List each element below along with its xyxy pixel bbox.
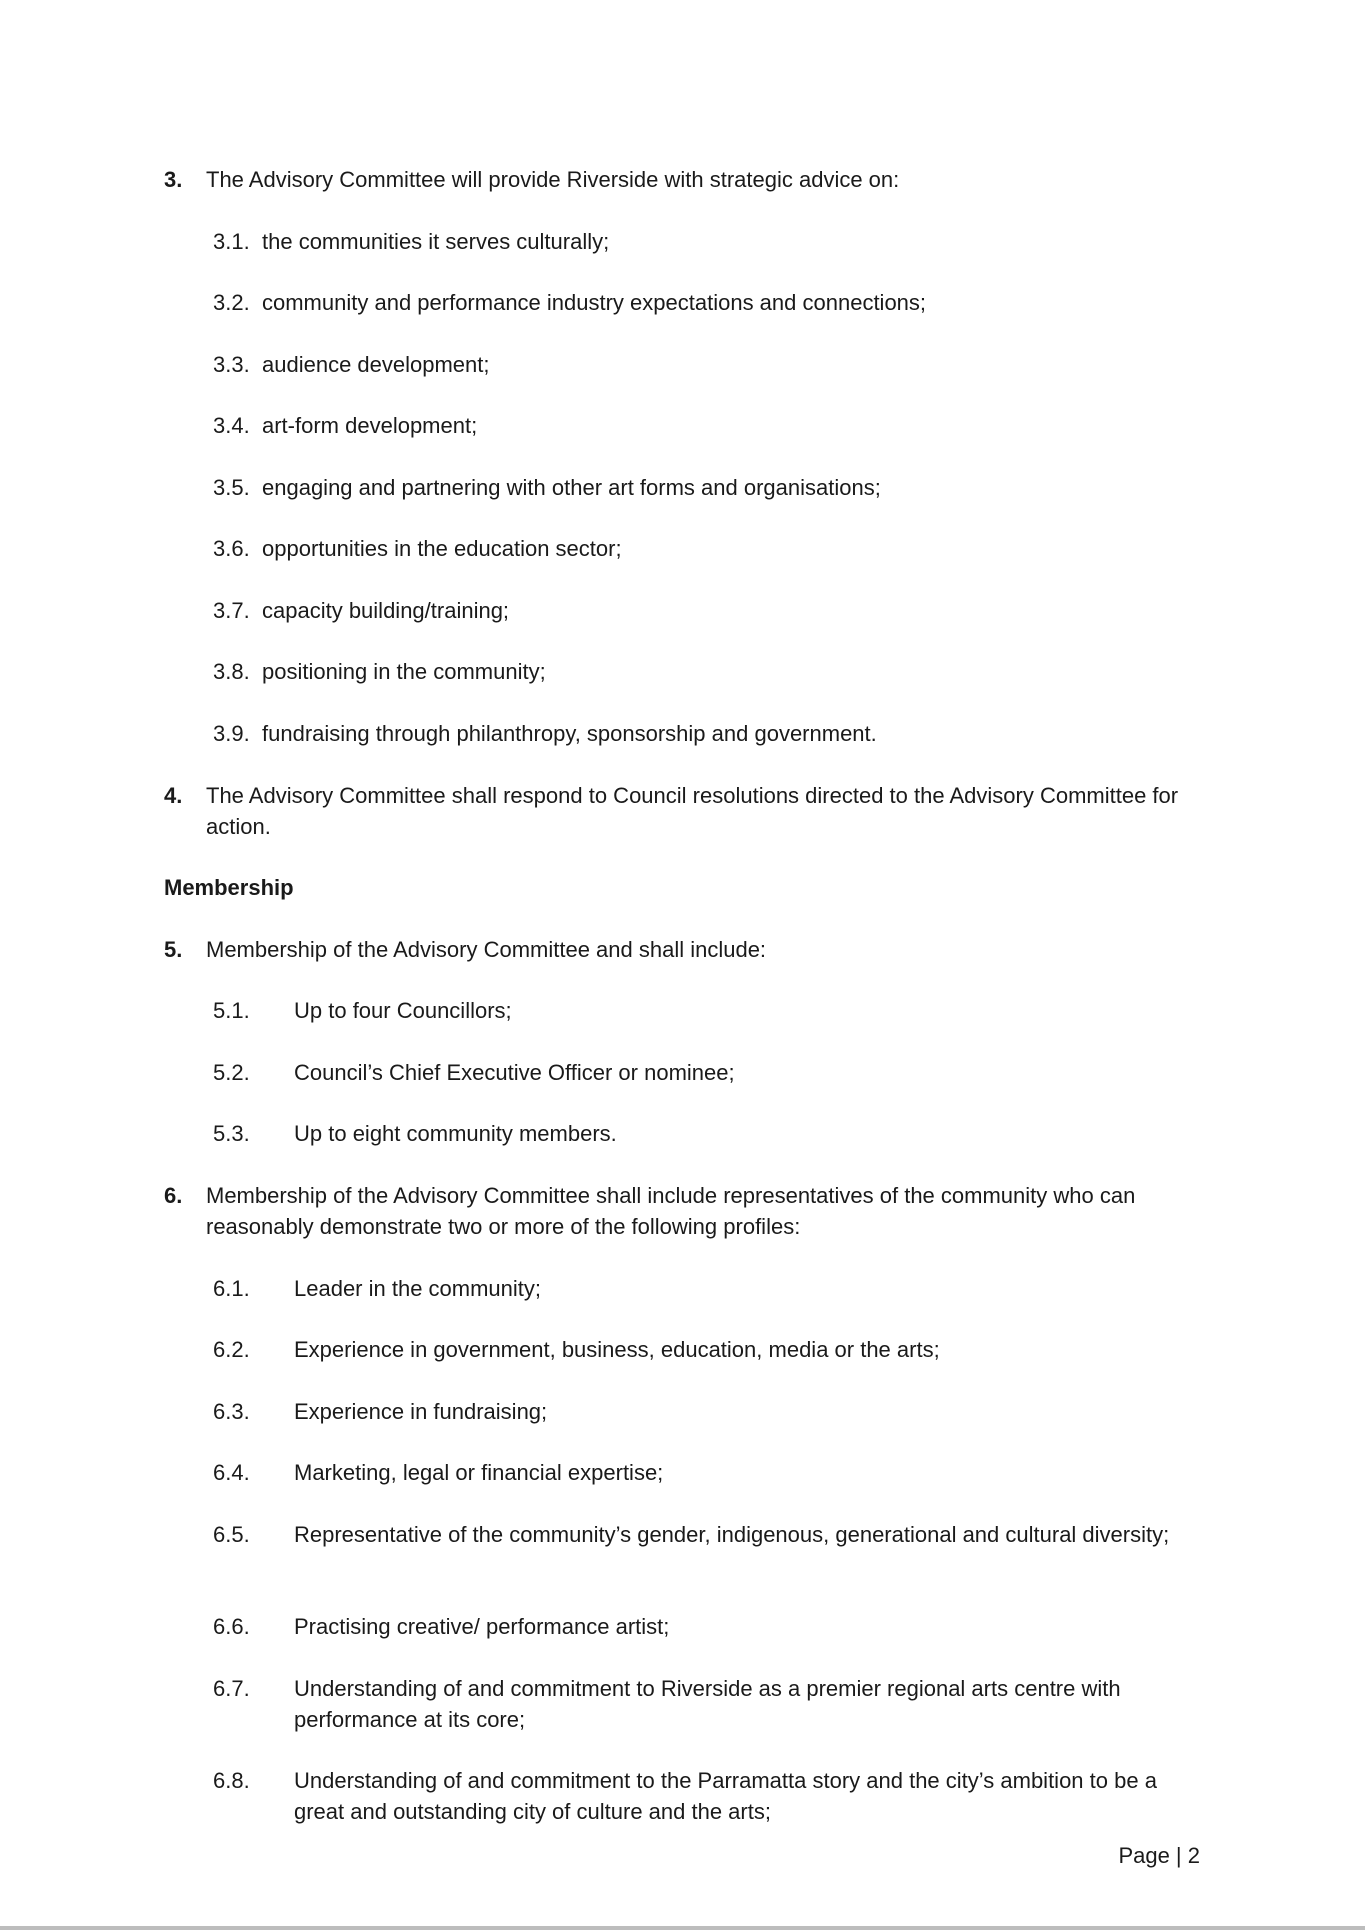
subitem-number: 6.8.: [213, 1768, 250, 1793]
item-number: 5.: [164, 937, 183, 962]
subitem-text: Practising creative/ performance artist;: [294, 1614, 670, 1639]
subitem-text: Up to eight community members.: [294, 1121, 617, 1146]
subitem-text: Understanding of and commitment to the Parramatta story and the city’s ambition to be a great and outstanding city of culture and the arts;: [294, 1768, 1157, 1824]
subitem-number: 3.6.: [213, 536, 250, 561]
item-number: 3.: [164, 167, 183, 192]
subitem-text: audience development;: [262, 352, 490, 377]
subitem-number: 6.2.: [213, 1337, 250, 1362]
subitem-number: 6.3.: [213, 1399, 250, 1424]
item-text: The Advisory Committee shall respond to Council resolutions directed to the Advisory Committee for action.: [206, 783, 1179, 839]
subitem-text: Understanding of and commitment to Riverside as a premier regional arts centre with performance at its core;: [294, 1676, 1121, 1732]
subitem-text: community and performance industry expectations and connections;: [262, 290, 927, 315]
subitem-number: 6.6.: [213, 1614, 250, 1639]
subitem-number: 5.2.: [213, 1060, 250, 1085]
item-text: Membership of the Advisory Committee shall include representatives of the community who can reasonably demonstrate two or more of the following profiles:: [206, 1183, 1136, 1239]
subitem-number: 6.7.: [213, 1676, 250, 1701]
subitem-text: Experience in government, business, education, media or the arts;: [294, 1337, 940, 1362]
subitem-number: 6.5.: [213, 1522, 250, 1547]
subitem-text: the communities it serves culturally;: [262, 229, 610, 254]
subitem-number: 3.8.: [213, 659, 250, 684]
subitem-number: 5.3.: [213, 1121, 250, 1146]
subitem-number: 6.4.: [213, 1460, 250, 1485]
subitem-text: Council’s Chief Executive Officer or nominee;: [294, 1060, 735, 1085]
subitem-number: 6.1.: [213, 1276, 250, 1301]
subitem-number: 3.5.: [213, 475, 250, 500]
subitem-text: capacity building/training;: [262, 598, 510, 623]
subitem-text: fundraising through philanthropy, sponsorship and government.: [262, 721, 877, 746]
subitem-number: 3.9.: [213, 721, 250, 746]
subitem-text: engaging and partnering with other art forms and organisations;: [262, 475, 881, 500]
subitem-number: 3.1.: [213, 229, 250, 254]
subitem-text: positioning in the community;: [262, 659, 546, 684]
subitem-number: 3.3.: [213, 352, 250, 377]
subitem-number: 3.7.: [213, 598, 250, 623]
subitem-text: opportunities in the education sector;: [262, 536, 622, 561]
subitem-text: Representative of the community’s gender, indigenous, generational and cultural diversity;: [294, 1522, 1170, 1547]
subitem-text: Leader in the community;: [294, 1276, 542, 1301]
item-text: Membership of the Advisory Committee and shall include:: [206, 937, 767, 962]
subitem-number: 5.1.: [213, 998, 250, 1023]
item-number: 4.: [164, 783, 183, 808]
page-bottom-edge: [0, 1926, 1365, 1930]
item-text: The Advisory Committee will provide Riverside with strategic advice on:: [206, 167, 900, 192]
subitem-number: 3.4.: [213, 413, 250, 438]
item-number: 6.: [164, 1183, 183, 1208]
page-number: Page | 2: [1118, 1843, 1200, 1868]
subitem-text: Experience in fundraising;: [294, 1399, 548, 1424]
subitem-text: Up to four Councillors;: [294, 998, 512, 1023]
subitem-text: Marketing, legal or financial expertise;: [294, 1460, 664, 1485]
subitem-text: art-form development;: [262, 413, 478, 438]
subitem-number: 3.2.: [213, 290, 250, 315]
section-heading-membership: Membership: [164, 875, 294, 900]
